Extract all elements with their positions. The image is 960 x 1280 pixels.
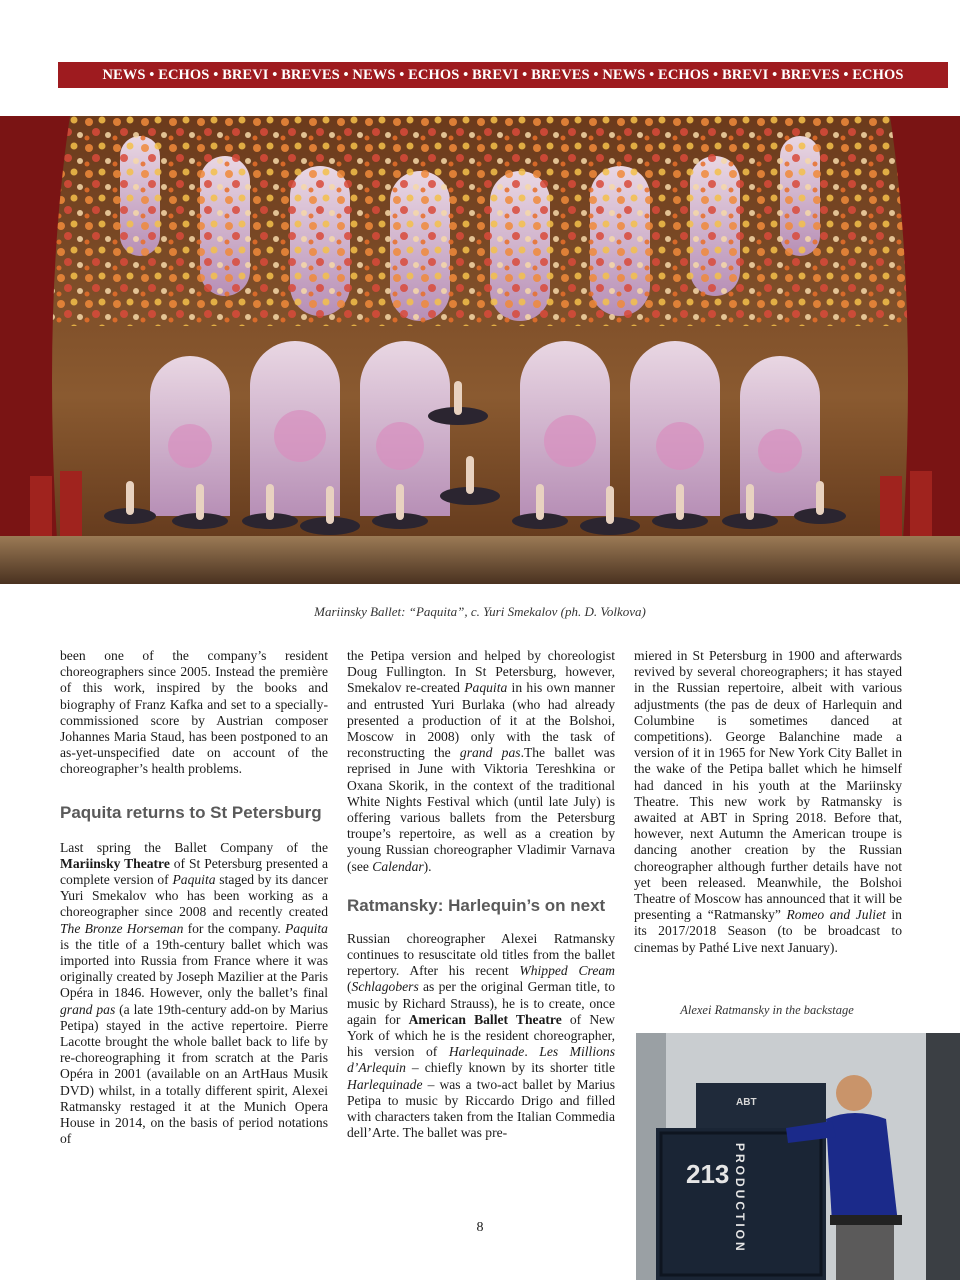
paragraph: Russian choreographer Alexei Ratmansky continues to resuscitate old titles from the ballet repertory. After his recent Whipped Cream (Schlagobers as per the original German title, to music by Richard Strauss), he is to create, once again for American Ballet Theatre of New York of which he is the resident choreographer, his version of Harlequinade. Les Millions d’Arlequin – chiefly known by its shorter title Harlequinade – was a two-act ballet by Marius Petipa to music by Riccardo Drigo and filled with characters taken from the Italian Commedia dell’Arte. The ballet was pre- xyxy=(347,930,616,1141)
crate-text: PRODUCTION xyxy=(733,1143,747,1254)
section-banner: NEWS • ECHOS • BREVI • BREVES • NEWS • ECHOS • BREVI • BREVES • NEWS • ECHOS • BREVI • BREVES • ECHOS xyxy=(58,62,948,88)
section-heading-paquita: Paquita returns to St Petersburg xyxy=(60,802,322,822)
hero-photo xyxy=(0,116,960,584)
page-number: 8 xyxy=(476,1220,484,1235)
paragraph: been one of the company’s resident choreographers since 2005. Instead the première of this work, inspired by the books and biography of Franz Kafka and set to a specially-commissioned score by Austrian composer Johannes Maria Staud, has been postponed to an as-yet-unspecified date on account of the choreographer’s health problems. xyxy=(60,648,328,777)
ballet-stage-image xyxy=(0,116,960,584)
hero-caption: Mariinsky Ballet: “Paquita”, c. Yuri Smekalov (ph. D. Volkova) xyxy=(314,604,646,619)
section-heading-ratmansky: Ratmansky: Harlequin’s on next xyxy=(347,895,606,915)
paragraph: the Petipa version and helped by choreologist Doug Fullington. In St Petersburg, however, Smekalov re-created Paquita in his own manner and entrusted Yuri Burlaka (who had already presented a production of it at the Bolshoi, Moscow in 2008) only with the task of reconstructing the grand pas.The ballet was reprised in June with Viktoria Tereshkina or Oxana Skorik, in the context of the traditional White Nights Festival which (until late July) is offering various ballets from the Petersburg troupe’s repertoire, as well as a creation by young Russian choreographer Vladimir Varnava (see Calendar). xyxy=(347,648,615,874)
ratmansky-photo xyxy=(636,1033,960,1280)
column-3 xyxy=(634,648,902,956)
column-1 xyxy=(60,648,328,1147)
crate-number: 213 xyxy=(686,1159,730,1189)
crate-top-label: ABT xyxy=(736,1097,757,1108)
backstage-image xyxy=(636,1033,960,1280)
column-2 xyxy=(347,648,615,1141)
paragraph: miered in St Petersburg in 1900 and afterwards revived by several choreographers; it has stayed in the Russian repertoire, albeit with various adjustments (the pas de deux of Harlequin and Columbine is sometimes danced at competitions). George Balanchine made a version of it in 1965 for New York City Ballet in the wake of the Petipa ballet which he himself had danced in his youth at the Mariinsky Theatre. This new work by Ratmansky is awaited at ABT in Spring 2018. Before that, however, next Autumn the American troupe is dancing another creation by the Russian choreographer although further details have not yet been released. Meanwhile, the Bolshoi Theatre of Moscow has announced that it will be presenting a “Ratmansky” Romeo and Juliet in its 2017/2018 Season (to be broadcast to cinemas by Pathé Live next January). xyxy=(634,648,902,955)
paragraph: Last spring the Ballet Company of the Mariinsky Theatre of St Petersburg presented a complete version of Paquita staged by its dancer Yuri Smekalov who has been working as a choreographer since 2008 and recently created The Bronze Horseman for the company. Paquita is the title of a 19th-century ballet which was imported into Russia from France where it was originally created by Joseph Mazilier at the Paris Opéra in 1846. However, only the ballet’s final grand pas (a late 19th-century add-on by Marius Petipa) stayed in the active repertoire. Pierre Lacotte brought the whole ballet back to life by re-choreographing it from scratch at the Paris Opéra in 2001 (available on an ArtHaus Musik DVD) whilst, in a totally different spirit, Alexei Ratmansky restaged it at the Munich Opera House in 2014, on the basis of period notations of xyxy=(60,839,329,1147)
photo-caption: Alexei Ratmansky in the backstage xyxy=(680,1003,854,1017)
